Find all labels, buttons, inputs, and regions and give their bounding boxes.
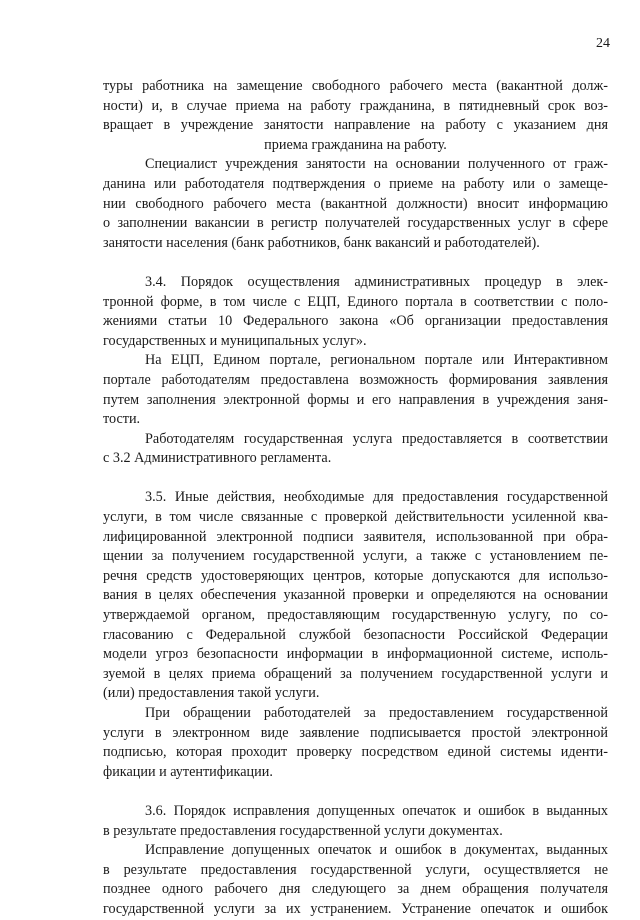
- text-line: позднее одного рабочего дня следующего за днем обращения получателя: [103, 881, 608, 898]
- text-line: лифицированной электронной подписи заявителя, использованной при обра-: [103, 528, 608, 545]
- paragraph-2: [103, 155, 608, 253]
- text-line: нии свободного рабочего места (вакантной должности) вносит информацию: [103, 195, 608, 212]
- text-line: утверждаемой органом, предоставляющим государственную услугу, по со-: [103, 607, 608, 624]
- text-line: речня средств удостоверяющих центров, которые допускаются для использо-: [103, 567, 608, 584]
- section-3-4: [103, 273, 608, 351]
- text-line: путем заполнения электронной формы и его направления в учреждения заня-: [103, 391, 608, 408]
- text-line: портале работодателям предоставлена возможность формирования заявления: [103, 371, 608, 388]
- section-3-6: [103, 802, 608, 841]
- text-line: модели угроз безопасности информации в информационной системе, исполь-: [103, 646, 608, 663]
- paragraph-4: [103, 351, 608, 429]
- text-line: 3.6. Порядок исправления допущенных опечаток и ошибок в выданных: [145, 802, 608, 819]
- text-line: с 3.2 Административного регламента.: [103, 450, 332, 467]
- text-line: в результате предоставления государственной услуги документах.: [103, 822, 503, 839]
- text-line: гласованию с Федеральной службой безопасности Российской Федерации: [103, 626, 608, 643]
- section-3-5: [103, 488, 608, 704]
- text-line: подписью, которая проходит проверку посредством единой системы иденти-: [103, 744, 608, 761]
- text-line: в результате предоставления государственной услуги, осуществляется не: [103, 861, 608, 878]
- text-line: государственных и муниципальных услуг».: [103, 332, 367, 349]
- text-line: тости.: [103, 411, 141, 428]
- text-line: данина или работодателя подтверждения о приеме на работу или о замеще-: [103, 175, 608, 192]
- paragraph-7: [103, 704, 608, 782]
- spacer: [103, 469, 608, 489]
- text-line: Работодателям государственная услуга предоставляется в соответствии: [145, 430, 608, 447]
- text-line: фикации и аутентификации.: [103, 763, 273, 780]
- text-line: 3.5. Иные действия, необходимые для предоставления государственной: [145, 489, 608, 506]
- text-line: Исправление допущенных опечаток и ошибок в документах, выданных: [145, 842, 608, 859]
- text-line: государственной услуги за их устранением. Устранение опечаток и ошибок: [103, 900, 608, 917]
- text-line: 3.4. Порядок осуществления административных процедур в элек-: [145, 273, 608, 290]
- text-line: щении за получением государственной услуги, а также с установлением пе-: [103, 548, 608, 565]
- text-line: о заполнении вакансии в регистр получателей государственных услуг в сфере: [103, 215, 608, 232]
- paragraph-continued-1: [103, 77, 608, 155]
- text-line: На ЕЦП, Едином портале, региональном портале или Интерактивном: [145, 352, 608, 369]
- text-line: вращает в учреждение занятости направление на работу с указанием дня: [103, 117, 608, 134]
- text-line: (или) предоставления такой услуги.: [103, 685, 320, 702]
- text-line: услуги, в том числе связанные с проверкой действительности усиленной ква-: [103, 509, 608, 526]
- text-line: туры работника на замещение свободного рабочего места (вакантной долж-: [103, 78, 608, 94]
- document-body: [103, 77, 608, 920]
- text-line: занятости населения (банк работников, банк вакансий и работодателей).: [103, 234, 540, 251]
- text-line: зуемой в целях приема обращений за получением государственной услуги и: [103, 665, 608, 682]
- text-line: услуги в электронном виде заявление подписывается простой электронной: [103, 724, 608, 741]
- text-line: приема гражданина на работу.: [264, 136, 447, 153]
- text-line: Специалист учреждения занятости на основании полученного от граж-: [145, 156, 608, 173]
- text-line: вания в целях обеспечения указанной проверки и определяются на основании: [103, 587, 608, 604]
- text-line: жениями статьи 10 Федерального закона «Об организации предоставления: [103, 313, 608, 330]
- page-number: 24: [596, 36, 610, 51]
- paragraph-5: [103, 430, 608, 469]
- text-line: ности) и, в случае приема на работу гражданина, в пятидневный срок воз-: [103, 97, 608, 114]
- paragraph-9: [103, 841, 608, 919]
- text-line: При обращении работодателей за предоставлением государственной: [145, 705, 608, 721]
- spacer: [103, 253, 608, 273]
- text-line: тронной форме, в том числе с ЕЦП, Единого портала в соответствии с поло-: [103, 293, 608, 310]
- spacer: [103, 782, 608, 802]
